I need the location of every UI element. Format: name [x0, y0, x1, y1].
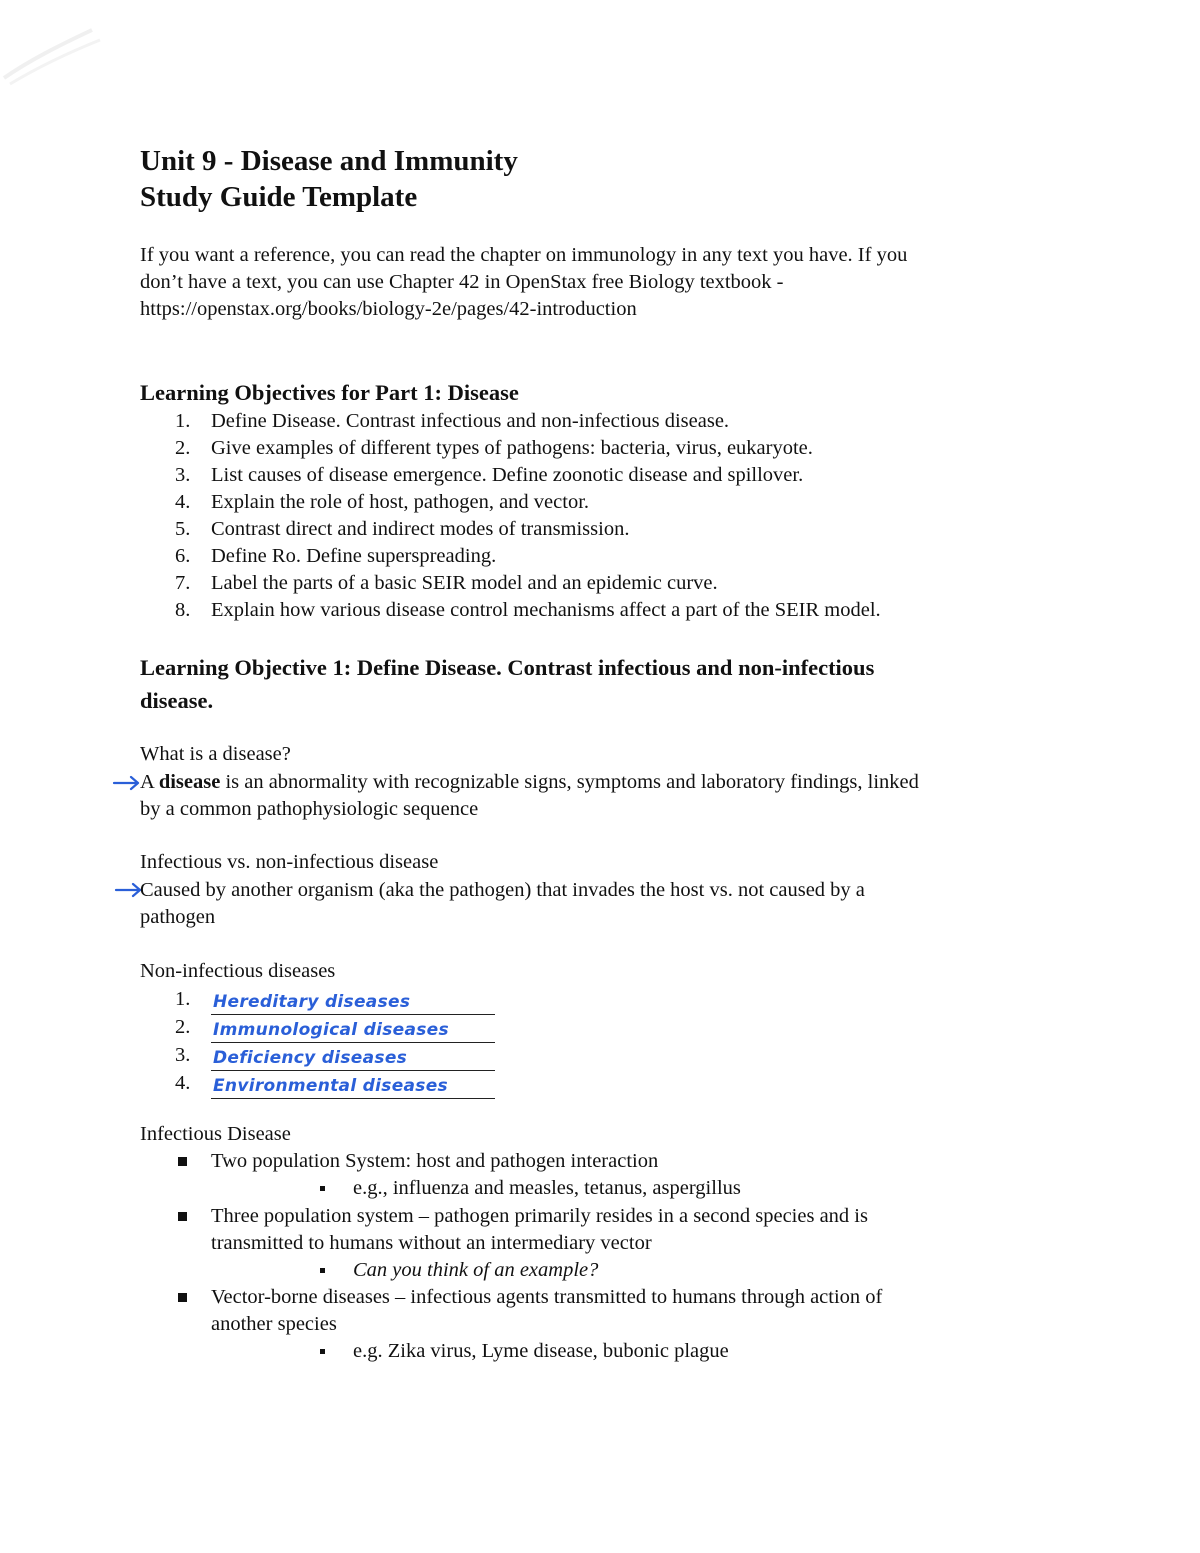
objective-text: Label the parts of a basic SEIR model and an epidemic curve.	[211, 572, 718, 594]
answer-blank-line	[211, 1098, 495, 1099]
objective-number: 3.	[175, 464, 191, 486]
sub-bullet-text: e.g. Zika virus, Lyme disease, bubonic plague	[353, 1340, 729, 1362]
document-title	[140, 143, 518, 215]
question-infectious-vs-non: Infectious vs. non-infectious disease	[140, 851, 439, 873]
intro-line-1: If you want a reference, you can read the chapter on immunology in any text you have. If you	[140, 244, 908, 266]
objective-text: List causes of disease emergence. Define zoonotic disease and spillover.	[211, 464, 804, 486]
answer-disease-definition	[140, 769, 919, 823]
bullet-line-2: transmitted to humans without an intermediary vector	[211, 1232, 652, 1254]
objective-text: Give examples of different types of pathogens: bacteria, virus, eukaryote.	[211, 437, 813, 459]
arrow-right-icon	[112, 774, 142, 792]
answer-blank-line	[211, 1014, 495, 1015]
item-number: 4.	[175, 1072, 191, 1094]
title-line-2: Study Guide Template	[140, 181, 418, 213]
lo1-heading	[140, 651, 1070, 717]
objectives-heading: Learning Objectives for Part 1: Disease	[140, 380, 519, 405]
page-corner-mark	[0, 0, 110, 90]
lo1-heading-line-1: Learning Objective 1: Define Disease. Contrast infectious and non-infectious	[140, 655, 875, 680]
answer-line-2: pathogen	[140, 906, 216, 928]
dot-bullet-icon	[320, 1186, 325, 1191]
intro-paragraph	[140, 242, 907, 323]
lo1-heading-line-2: disease.	[140, 688, 214, 713]
term-disease: disease	[158, 771, 221, 793]
handwritten-answer: Hereditary diseases	[213, 992, 411, 1012]
answer-blank-line	[211, 1070, 495, 1071]
answer-blank-line	[211, 1042, 495, 1043]
square-bullet-icon	[178, 1157, 187, 1166]
bullet-line-1: Three population system – pathogen primarily resides in a second species and is	[211, 1205, 868, 1227]
bullet-text	[211, 1284, 1011, 1338]
item-number: 2.	[175, 1016, 191, 1038]
bullet-line-1: Vector-borne diseases – infectious agents transmitted to humans through action of	[211, 1286, 883, 1308]
bullet-line-2: another species	[211, 1313, 337, 1335]
non-infectious-heading: Non-infectious diseases	[140, 960, 336, 982]
title-line-1: Unit 9 - Disease and Immunity	[140, 145, 518, 177]
objective-number: 5.	[175, 518, 191, 540]
objective-number: 1.	[175, 410, 191, 432]
sub-bullet-text: Can you think of an example?	[353, 1259, 599, 1281]
objective-text: Define Ro. Define superspreading.	[211, 545, 497, 567]
question-what-is-disease: What is a disease?	[140, 743, 291, 765]
square-bullet-icon	[178, 1293, 187, 1302]
item-number: 1.	[175, 988, 191, 1010]
objective-number: 6.	[175, 545, 191, 567]
objective-number: 8.	[175, 599, 191, 621]
handwritten-answer: Environmental diseases	[213, 1076, 448, 1096]
objective-number: 7.	[175, 572, 191, 594]
answer-rest: is an abnormality with recognizable signs, symptoms and laboratory findings, linked	[220, 771, 919, 793]
objective-number: 2.	[175, 437, 191, 459]
handwritten-answer: Deficiency diseases	[213, 1048, 408, 1068]
objective-number: 4.	[175, 491, 191, 513]
answer-line-1: Caused by another organism (aka the pathogen) that invades the host vs. not caused by a	[140, 879, 865, 901]
intro-line-2: don’t have a text, you can use Chapter 42 in OpenStax free Biology textbook -	[140, 271, 784, 293]
objective-text: Explain how various disease control mechanisms affect a part of the SEIR model.	[211, 599, 881, 621]
dot-bullet-icon	[320, 1349, 325, 1354]
sub-bullet-text: e.g., influenza and measles, tetanus, aspergillus	[353, 1177, 741, 1199]
answer-prefix: A	[140, 771, 159, 793]
objective-text: Explain the role of host, pathogen, and vector.	[211, 491, 590, 513]
objective-text: Define Disease. Contrast infectious and non-infectious disease.	[211, 410, 730, 432]
item-number: 3.	[175, 1044, 191, 1066]
handwritten-answer: Immunological diseases	[213, 1020, 449, 1040]
answer-line-2: by a common pathophysiologic sequence	[140, 798, 479, 820]
infectious-heading: Infectious Disease	[140, 1123, 291, 1145]
intro-link[interactable]: https://openstax.org/books/biology-2e/pages/42-introduction	[140, 298, 637, 320]
bullet-text: Two population System: host and pathogen interaction	[211, 1150, 659, 1172]
square-bullet-icon	[178, 1212, 187, 1221]
objective-text: Contrast direct and indirect modes of transmission.	[211, 518, 630, 540]
answer-infectious-vs-non	[140, 877, 865, 931]
dot-bullet-icon	[320, 1268, 325, 1273]
bullet-text	[211, 1203, 1011, 1257]
